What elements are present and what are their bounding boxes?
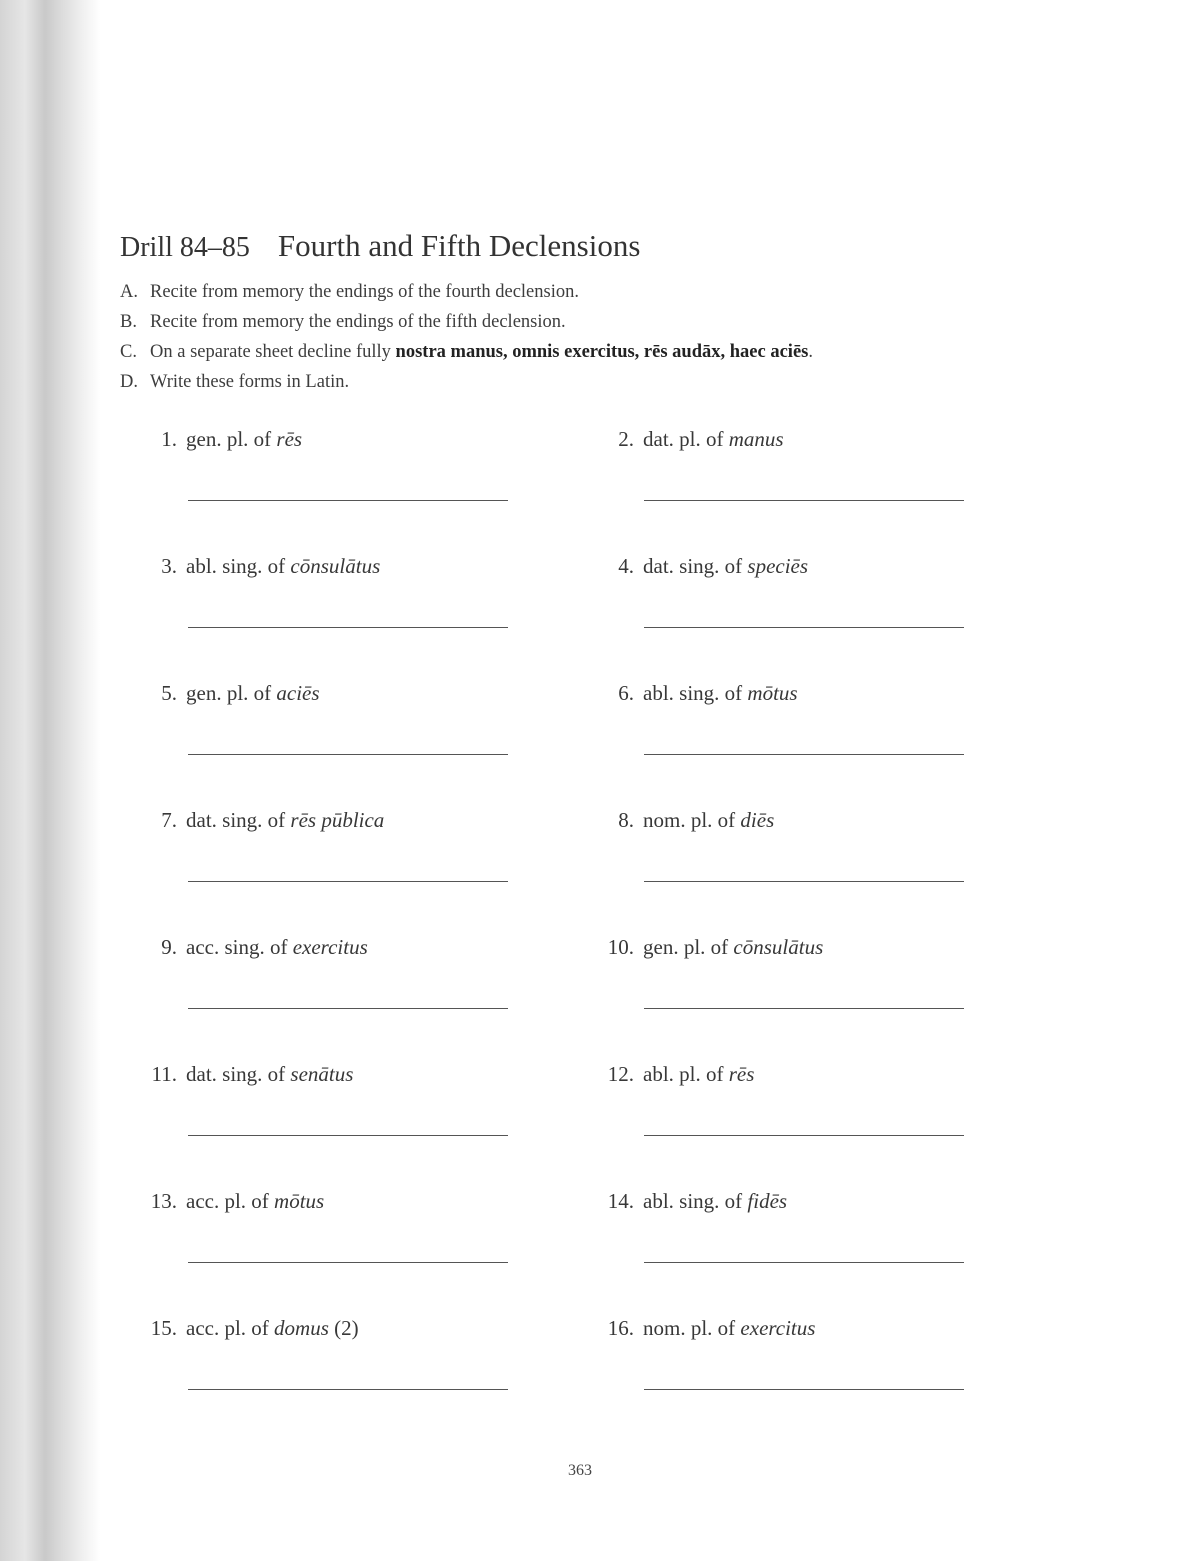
answer-blank-11[interactable] xyxy=(188,1135,508,1136)
exercise-item-13: 13. acc. pl. of mōtus xyxy=(150,1189,325,1213)
exercise-item-14: 14. abl. sing. of fidēs xyxy=(607,1189,788,1213)
binding-shadow xyxy=(0,0,100,1561)
instruction-text: Recite from memory the endings of the fifth declension. xyxy=(150,312,566,332)
answer-blank-16[interactable] xyxy=(644,1389,964,1390)
exercise-item-7: 7. dat. sing. of rēs pūblica xyxy=(161,808,385,832)
exercise-item-15: 15. acc. pl. of domus (2) xyxy=(150,1316,359,1340)
answer-blank-5[interactable] xyxy=(188,754,508,755)
drill-title xyxy=(120,228,640,264)
exercise-item-9: 9. acc. sing. of exercitus xyxy=(161,935,368,959)
drill-number: Drill 84–85 xyxy=(120,232,250,263)
answer-blank-10[interactable] xyxy=(644,1008,964,1009)
instruction-letter: A. xyxy=(120,282,138,302)
instruction-a xyxy=(120,282,920,303)
exercise-item-10: 10. gen. pl. of cōnsulātus xyxy=(607,935,824,959)
answer-blank-15[interactable] xyxy=(188,1389,508,1390)
answer-blank-7[interactable] xyxy=(188,881,508,882)
instruction-text: Recite from memory the endings of the fourth declension. xyxy=(150,282,579,302)
answer-blank-3[interactable] xyxy=(188,627,508,628)
exercise-item-4: 4. dat. sing. of speciēs xyxy=(618,554,809,578)
instruction-text: Write these forms in Latin. xyxy=(150,372,350,392)
instruction-letter: B. xyxy=(120,312,137,332)
instruction-b xyxy=(120,312,920,333)
answer-blank-9[interactable] xyxy=(188,1008,508,1009)
answer-blank-1[interactable] xyxy=(188,500,508,501)
exercise-item-5: 5. gen. pl. of aciēs xyxy=(161,681,320,705)
exercise-item-6: 6. abl. sing. of mōtus xyxy=(618,681,798,705)
instruction-letter: C. xyxy=(120,342,137,362)
answer-blank-14[interactable] xyxy=(644,1262,964,1263)
exercise-item-11: 11. dat. sing. of senātus xyxy=(151,1062,354,1086)
exercise-item-1: 1. gen. pl. of rēs xyxy=(161,427,303,451)
answer-blank-2[interactable] xyxy=(644,500,964,501)
instruction-forms: nostra manus, omnis exercitus, rēs audāx, haec aciēs xyxy=(395,342,809,362)
answer-blank-4[interactable] xyxy=(644,627,964,628)
answer-blank-8[interactable] xyxy=(644,881,964,882)
answer-blank-13[interactable] xyxy=(188,1262,508,1263)
answer-blank-6[interactable] xyxy=(644,754,964,755)
exercise-item-2: 2. dat. pl. of manus xyxy=(618,427,784,451)
instruction-c xyxy=(120,342,920,363)
exercise-item-3: 3. abl. sing. of cōnsulātus xyxy=(161,554,381,578)
exercise-item-8: 8. nom. pl. of diēs xyxy=(618,808,775,832)
exercise-item-12: 12. abl. pl. of rēs xyxy=(607,1062,755,1086)
answer-blank-12[interactable] xyxy=(644,1135,964,1136)
exercise-item-16: 16. nom. pl. of exercitus xyxy=(607,1316,816,1340)
instruction-end: . xyxy=(808,342,813,362)
drill-topic: Fourth and Fifth Declensions xyxy=(277,228,641,263)
instruction-letter: D. xyxy=(120,372,138,392)
page-number: 363 xyxy=(568,1462,592,1479)
instruction-text: On a separate sheet decline fully xyxy=(150,342,396,362)
instruction-d xyxy=(120,372,920,393)
